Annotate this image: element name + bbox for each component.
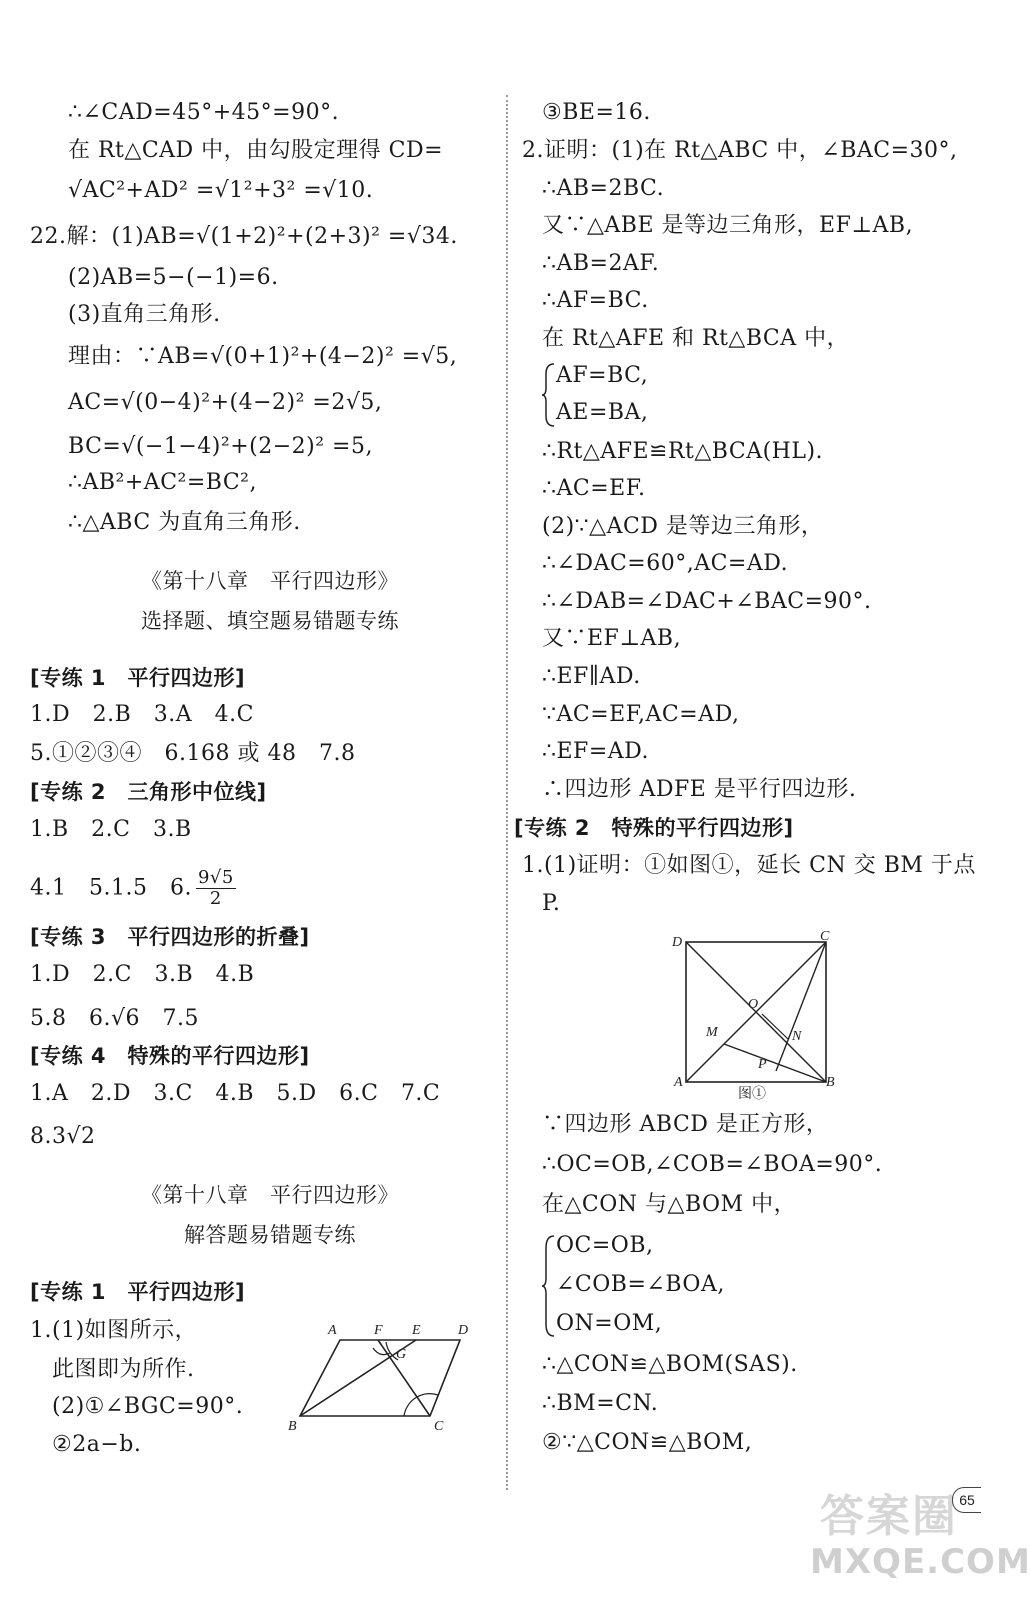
text-line: ∵AC=EF,AC=AD, xyxy=(542,702,740,727)
text-line: ∴EF=AD. xyxy=(542,739,649,764)
answer-text: 4.1 5.1.5 6. xyxy=(30,875,192,901)
figure-caption: 图① xyxy=(738,1087,766,1102)
text-line: ∠COB=∠BOA, xyxy=(556,1272,725,1297)
label-c: C xyxy=(820,929,830,944)
chapter-subtitle: 解答题易错题专练 xyxy=(184,1223,356,1247)
text-line: ②∵△CON≌△BOM, xyxy=(542,1430,753,1455)
watermark-logo: 答案圈 xyxy=(820,1491,958,1542)
text-line: 2.证明：(1)在 Rt△ABC 中，∠BAC=30°, xyxy=(522,138,958,163)
square-diagram xyxy=(664,926,844,1102)
answer-line: 8.3√2 xyxy=(30,1124,96,1149)
answer-line: ②2a−b. xyxy=(52,1432,142,1457)
answer-line: 5.8 6.√6 7.5 xyxy=(30,1006,199,1031)
text-line: 在△CON 与△BOM 中， xyxy=(542,1192,797,1217)
text-line: ON=OM, xyxy=(556,1311,663,1336)
text-line: ∴AF=BC. xyxy=(542,288,649,313)
text-line: 1.(1)证明：①如图①，延长 CN 交 BM 于点 xyxy=(522,853,976,878)
section-heading: [专练 1 平行四边形] xyxy=(30,1280,246,1304)
brace xyxy=(542,1234,556,1338)
chapter-subtitle: 选择题、填空题易错题专练 xyxy=(141,609,399,633)
text-line: ∵四边形 ABCD 是正方形， xyxy=(542,1112,829,1137)
section-heading: [专练 3 平行四边形的折叠] xyxy=(30,925,310,949)
answer-line: 5.①②③④ 6.168 或 48 7.8 xyxy=(30,741,356,766)
text-line: ∴△CON≌△BOM(SAS). xyxy=(542,1352,798,1377)
section-heading: [专练 2 特殊的平行四边形] xyxy=(514,816,794,840)
label-p: P xyxy=(758,1057,767,1072)
chapter-title: 《第十八章 平行四边形》 xyxy=(141,1183,399,1207)
left-brace-icon xyxy=(542,1234,556,1338)
label-n: N xyxy=(792,1029,802,1044)
text-line: AC=√(0−4)²+(4−2)² =2√5, xyxy=(68,390,383,415)
fraction xyxy=(196,868,236,909)
label-g: G xyxy=(396,1347,407,1362)
section-heading: [专练 4 特殊的平行四边形] xyxy=(30,1044,310,1068)
section-heading: [专练 1 平行四边形] xyxy=(30,666,246,690)
parallelogram-figure xyxy=(280,1318,490,1438)
text-line: 又∵EF⊥AB, xyxy=(542,626,682,651)
text-line: ∴AB=2BC. xyxy=(542,176,665,201)
text-line: ∴OC=OB,∠COB=∠BOA=90°. xyxy=(542,1152,883,1177)
text-line: ∴BM=CN. xyxy=(542,1391,659,1416)
answer-line: 此图即为所作. xyxy=(52,1357,195,1382)
text-line: P. xyxy=(542,891,561,916)
label-b: B xyxy=(288,1419,297,1434)
answer-line: 1.A 2.D 3.C 4.B 5.D 6.C 7.C xyxy=(30,1081,441,1106)
label-e: E xyxy=(412,1323,421,1338)
label-d: D xyxy=(458,1323,469,1338)
label-b: B xyxy=(826,1075,835,1090)
text-line: ③BE=16. xyxy=(542,100,651,125)
text-line: 在 Rt△AFE 和 Rt△BCA 中， xyxy=(542,326,850,351)
text-line: (3)直角三角形. xyxy=(68,302,221,327)
fraction-denominator: 2 xyxy=(209,888,222,909)
text-line: (2)∵△ACD 是等边三角形， xyxy=(542,514,824,539)
label-o: O xyxy=(748,997,759,1012)
page-number: 65 xyxy=(952,1487,981,1513)
text-line: 理由：∵AB=√(0+1)²+(4−2)² =√5, xyxy=(68,344,458,369)
text-line: ∴Rt△AFE≌Rt△BCA(HL). xyxy=(542,439,824,464)
text-line: 在 Rt△CAD 中，由勾股定理得 CD= xyxy=(68,138,444,163)
section-heading: [专练 2 三角形中位线] xyxy=(30,780,267,804)
label-a: A xyxy=(674,1075,683,1090)
answer-line: 1.(1)如图所示， xyxy=(30,1318,198,1343)
label-d: D xyxy=(672,935,683,950)
parallelogram-diagram xyxy=(280,1318,490,1438)
text-line: ∴△ABC 为直角三角形. xyxy=(68,510,301,535)
text-line: ∴∠DAB=∠DAC+∠BAC=90°. xyxy=(542,589,872,614)
text-line: √AC²+AD² =√1²+3² =√10. xyxy=(68,178,374,203)
column-divider xyxy=(506,95,508,1490)
text-line: 22.解：(1)AB=√(1+2)²+(2+3)² =√34. xyxy=(30,224,458,249)
text-line: ∴AB=2AF. xyxy=(542,251,660,276)
answer-line: 1.D 2.C 3.B 4.B xyxy=(30,962,255,987)
label-a: A xyxy=(328,1323,337,1338)
answer-line xyxy=(30,868,236,909)
answer-line: 1.D 2.B 3.A 4.C xyxy=(30,702,254,727)
text-line: (2)AB=5−(−1)=6. xyxy=(68,265,279,290)
watermark-url: MXQE.COM xyxy=(810,1542,1031,1582)
left-brace-icon xyxy=(542,362,556,428)
answer-line: (2)①∠BGC=90°. xyxy=(52,1394,244,1419)
text-line: ∴EF∥AD. xyxy=(542,664,641,689)
text-line: ∴四边形 ADFE 是平行四边形. xyxy=(542,777,857,802)
text-line: OC=OB, xyxy=(556,1233,654,1258)
answer-line: 1.B 2.C 3.B xyxy=(30,817,192,842)
square-figure xyxy=(664,926,844,1102)
text-line: ∴∠CAD=45°+45°=90°. xyxy=(68,100,340,125)
text-line: ∴AC=EF. xyxy=(542,476,646,501)
label-m: M xyxy=(706,1025,718,1040)
text-line: ∴∠DAC=60°,AC=AD. xyxy=(542,551,789,576)
text-line: ∴AB²+AC²=BC², xyxy=(68,470,257,495)
chapter-title: 《第十八章 平行四边形》 xyxy=(141,569,399,593)
text-line: AF=BC, xyxy=(556,363,649,388)
text-line: 又∵△ABE 是等边三角形，EF⊥AB, xyxy=(542,213,914,238)
brace xyxy=(542,362,556,428)
fraction-numerator: 9√5 xyxy=(197,867,234,888)
label-c: C xyxy=(434,1419,444,1434)
text-line: AE=BA, xyxy=(556,400,649,425)
label-f: F xyxy=(374,1323,383,1338)
text-line: BC=√(−1−4)²+(2−2)² =5, xyxy=(68,434,373,459)
